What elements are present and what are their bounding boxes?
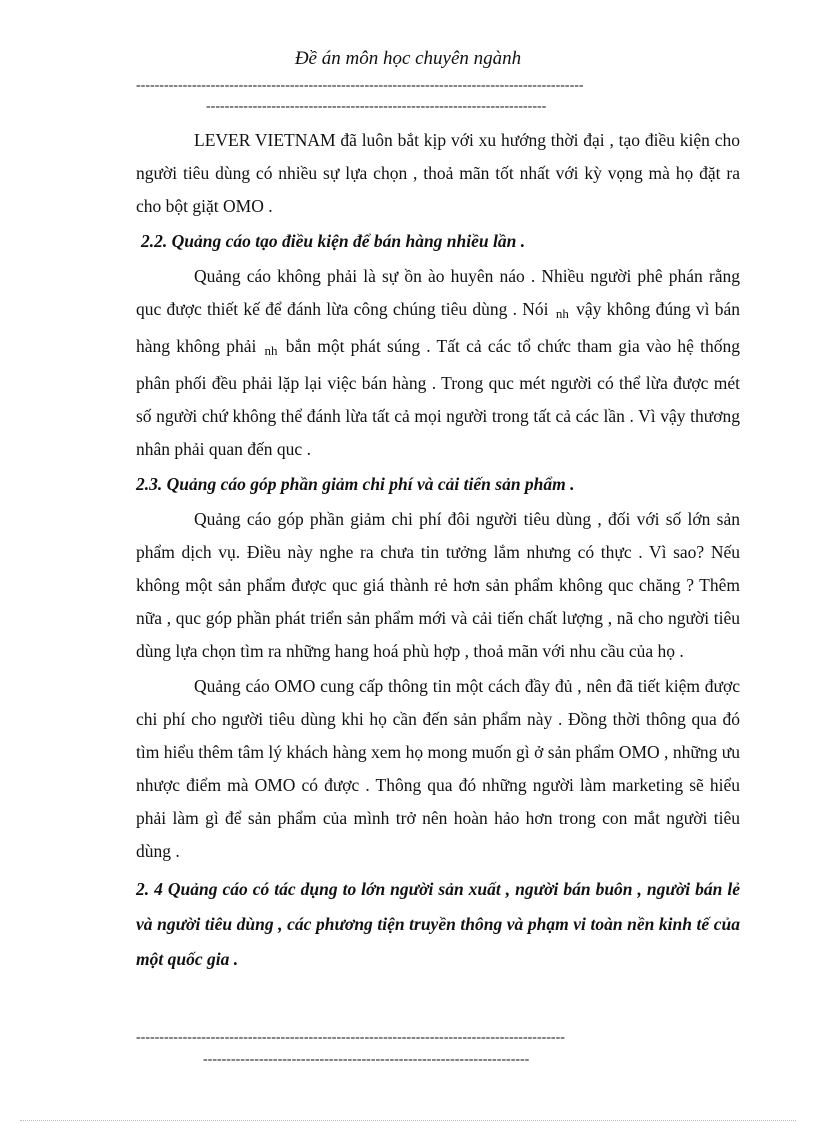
footer-rule-1: -------------------------------------------------------------------------------------------- [136,1030,565,1045]
paragraph-2-part-c: bắn một phát súng . Tất cả các tổ chức tham gia vào hệ thống phân phối đều phải lặp lại việc bán hàng . Trong quc mét người có thể lừa được mét số người chứ không thể đánh lừa tất cả mọi người trong tất cả các lần . Vì vậy thương nhân phải quan đến quc . [136,336,741,459]
footer-rule-2: ---------------------------------------------------------------------- [203,1052,530,1067]
paragraph-2-fragment-1: nh [555,306,569,321]
paragraph-2-part-a: Quảng cáo không phải là sự ồn ào huyên náo . Nhiều người phê phán rằng quc được thiết kế để đánh lừa công chúng tiêu dùng . Nói [136,266,740,319]
header-rule-1: ------------------------------------------------------------------------------------------------ [136,78,584,93]
paragraph-2-part-b: vậy không đúng vì bán hàng không phải [136,299,741,356]
page-bottom-border [20,1120,796,1121]
section-heading-2-3: 2.3. Quảng cáo góp phần giảm chi phí và cải tiến sản phẩm . [136,474,575,494]
document-body [136,124,740,977]
paragraph-1: LEVER VIETNAM đã luôn bắt kịp với xu hướng thời đại , tạo điều kiện cho người tiêu dùng có nhiều sự lựa chọn , thoả mãn tốt nhất với kỳ vọng mà họ đặt ra cho bột giặt OMO . [136,130,740,216]
paragraph-3: Quảng cáo góp phần giảm chi phí đôi người tiêu dùng , đối với số lớn sản phẩm dịch vụ. Điều này nghe ra chưa tin tưởng lắm nhưng có thực . Vì sao? Nếu không một sản phẩm được quc giá thành rẻ hơn sản phẩm không quc chăng ? Thêm nữa , quc góp phần phát triển sản phẩm mới và cải tiến chất lượng , nã cho người tiêu dùng lựa chọn tìm ra những hang hoá phù hợp , thoả mãn với nhu cầu của họ . [136,509,740,661]
section-heading-2-4: 2. 4 Quảng cáo có tác dụng to lớn người sản xuất , người bán buôn , người bán lẻ và người tiêu dùng , các phương tiện truyền thông và phạm vi toàn nền kinh tế của một quốc gia . [136,879,740,969]
paragraph-2 [136,260,740,466]
section-heading-2-2: 2.2. Quảng cáo tạo điều kiện để bán hàng nhiều lần . [141,231,526,251]
paragraph-4: Quảng cáo OMO cung cấp thông tin một cách đầy đủ , nên đã tiết kiệm được chi phí cho người tiêu dùng khi họ cần đến sản phẩm này . Đồng thời thông qua đó tìm hiểu thêm tâm lý khách hàng xem họ mong muốn gì ở sản phẩm OMO , những ưu nhược điểm mà OMO có được . Thông qua đó những người làm marketing sẽ hiểu phải làm gì để sản phẩm của mình trở nên hoàn hảo hơn trong con mắt người tiêu dùng . [136,676,740,861]
header-title: Đề án môn học chuyên ngành [294,48,522,69]
header-rule-2: ------------------------------------------------------------------------- [206,99,547,114]
paragraph-2-fragment-2: nh [264,343,278,358]
